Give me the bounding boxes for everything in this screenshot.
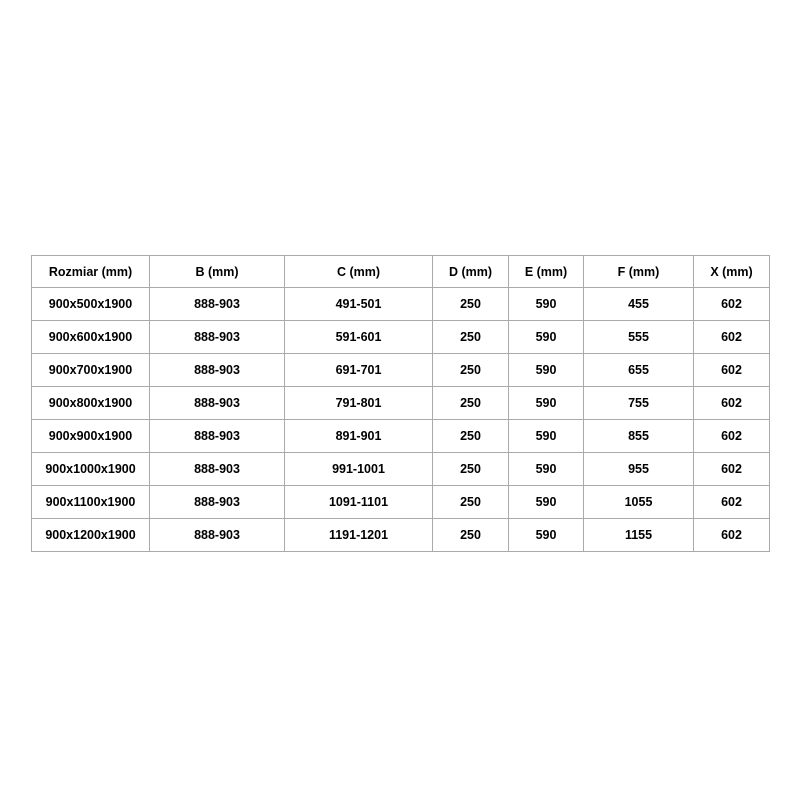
cell-c: 991-1001 [285,453,433,486]
cell-b: 888-903 [150,321,285,354]
table-row [32,288,770,321]
cell-size: 900x800x1900 [32,387,150,420]
cell-e: 590 [509,420,584,453]
cell-f: 555 [584,321,694,354]
specification-table-container [31,255,769,552]
column-header-b: B (mm) [150,256,285,288]
cell-d: 250 [433,321,509,354]
cell-d: 250 [433,387,509,420]
cell-b: 888-903 [150,288,285,321]
cell-e: 590 [509,354,584,387]
cell-b: 888-903 [150,486,285,519]
cell-size: 900x900x1900 [32,420,150,453]
table-body [32,288,770,552]
cell-x: 602 [694,288,770,321]
table-row [32,519,770,552]
cell-e: 590 [509,288,584,321]
cell-d: 250 [433,354,509,387]
cell-c: 891-901 [285,420,433,453]
column-header-size: Rozmiar (mm) [32,256,150,288]
cell-size: 900x1100x1900 [32,486,150,519]
cell-d: 250 [433,288,509,321]
table-header-row [32,256,770,288]
cell-e: 590 [509,453,584,486]
cell-f: 1155 [584,519,694,552]
specification-table [31,255,770,552]
column-header-f: F (mm) [584,256,694,288]
cell-x: 602 [694,354,770,387]
cell-f: 655 [584,354,694,387]
cell-d: 250 [433,486,509,519]
cell-x: 602 [694,321,770,354]
table-row [32,387,770,420]
cell-b: 888-903 [150,519,285,552]
cell-size: 900x500x1900 [32,288,150,321]
column-header-d: D (mm) [433,256,509,288]
column-header-c: C (mm) [285,256,433,288]
cell-size: 900x1000x1900 [32,453,150,486]
cell-e: 590 [509,387,584,420]
cell-c: 791-801 [285,387,433,420]
cell-c: 691-701 [285,354,433,387]
cell-b: 888-903 [150,354,285,387]
cell-c: 491-501 [285,288,433,321]
cell-b: 888-903 [150,420,285,453]
cell-e: 590 [509,486,584,519]
cell-x: 602 [694,420,770,453]
table-row [32,321,770,354]
cell-c: 1191-1201 [285,519,433,552]
column-header-x: X (mm) [694,256,770,288]
cell-size: 900x600x1900 [32,321,150,354]
cell-x: 602 [694,486,770,519]
cell-d: 250 [433,519,509,552]
cell-x: 602 [694,453,770,486]
cell-b: 888-903 [150,387,285,420]
cell-f: 855 [584,420,694,453]
cell-size: 900x1200x1900 [32,519,150,552]
cell-c: 1091-1101 [285,486,433,519]
table-header [32,256,770,288]
cell-c: 591-601 [285,321,433,354]
cell-f: 955 [584,453,694,486]
table-row [32,420,770,453]
table-row [32,453,770,486]
table-row [32,486,770,519]
cell-f: 1055 [584,486,694,519]
cell-size: 900x700x1900 [32,354,150,387]
cell-x: 602 [694,519,770,552]
column-header-e: E (mm) [509,256,584,288]
cell-f: 455 [584,288,694,321]
cell-d: 250 [433,453,509,486]
cell-f: 755 [584,387,694,420]
cell-e: 590 [509,519,584,552]
cell-d: 250 [433,420,509,453]
cell-x: 602 [694,387,770,420]
cell-b: 888-903 [150,453,285,486]
table-row [32,354,770,387]
cell-e: 590 [509,321,584,354]
